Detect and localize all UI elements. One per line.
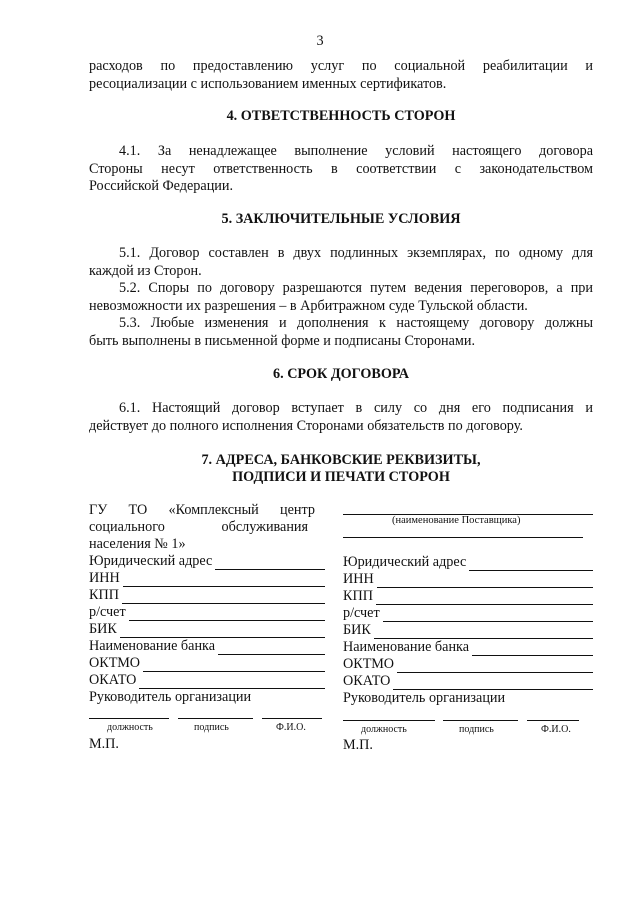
left-oktmo-field[interactable]: ОКТМО — [89, 655, 325, 672]
right-bank-name-field[interactable]: Наименование банка — [343, 639, 593, 656]
right-name-caption: Ф.И.О. — [541, 724, 571, 735]
right-signature-line[interactable] — [443, 720, 518, 721]
left-kpp-field[interactable]: КПП — [89, 587, 325, 604]
text-line: расходов по предоставлению услуг по социальной реабилитации и — [89, 58, 593, 74]
left-signature-caption: подпись — [194, 722, 229, 733]
right-inn-field[interactable]: ИНН — [343, 571, 593, 588]
text-line: действует до полного исполнения Сторонами обязательств по договору. — [89, 417, 523, 434]
right-requisites — [343, 554, 593, 707]
right-stamp-label: М.П. — [343, 737, 373, 753]
right-bik-field[interactable]: БИК — [343, 622, 593, 639]
left-name-caption: Ф.И.О. — [276, 722, 306, 733]
left-inn-field[interactable]: ИНН — [89, 570, 325, 587]
right-position-caption: должность — [361, 724, 407, 735]
section-6-body — [89, 400, 593, 435]
left-legal-address-field[interactable]: Юридический адрес — [89, 553, 325, 570]
right-legal-address-field[interactable]: Юридический адрес — [343, 554, 593, 571]
text-line: Стороны несут ответственность в соответствии с законодательством — [89, 160, 593, 177]
right-oktmo-field[interactable]: ОКТМО — [343, 656, 593, 673]
left-position-caption: должность — [107, 722, 153, 733]
right-position-line[interactable] — [343, 720, 435, 721]
left-name-line[interactable] — [262, 718, 322, 719]
left-org-line: ГУ ТО «Комплексный центр — [89, 502, 315, 518]
left-signature-line[interactable] — [178, 718, 253, 719]
right-kpp-field[interactable]: КПП — [343, 588, 593, 605]
intro-paragraph — [89, 58, 593, 93]
text-line: невозможности их разрешения – в Арбитражном суде Тульской области. — [89, 297, 528, 314]
left-bank-name-field[interactable]: Наименование банка — [89, 638, 325, 655]
left-head-label: Руководитель организации — [89, 689, 252, 705]
text-line: 4.1. За ненадлежащее выполнение условий настоящего договора — [119, 143, 593, 159]
text-line: 5.1. Договор составлен в двух подлинных экземплярах, по одному для — [119, 245, 593, 261]
section-7-title-line-2: ПОДПИСИ И ПЕЧАТИ СТОРОН — [232, 469, 450, 485]
text-line: 5.2. Споры по договору разрешаются путем ведения переговоров, а при — [119, 280, 593, 296]
supplier-name-line-2[interactable] — [343, 537, 583, 538]
left-position-line[interactable] — [89, 718, 169, 719]
right-name-line[interactable] — [527, 720, 579, 721]
text-line: Российской Федерации. — [89, 178, 234, 194]
left-org-line: населения № 1» — [89, 536, 186, 552]
text-line: 5.3. Любые изменения и дополнения к настоящему договору должны — [119, 315, 593, 331]
right-signature-caption: подпись — [459, 724, 494, 735]
section-4-body — [89, 143, 593, 196]
section-7-title-line-1: 7. АДРЕСА, БАНКОВСКИЕ РЕКВИЗИТЫ, — [201, 452, 481, 468]
page-number: 3 — [316, 33, 324, 49]
left-stamp-label: М.П. — [89, 736, 119, 752]
text-line: 6.1. Настоящий договор вступает в силу со дня его подписания и — [119, 400, 593, 416]
section-5-title: 5. ЗАКЛЮЧИТЕЛЬНЫЕ УСЛОВИЯ — [221, 211, 461, 227]
left-account-field[interactable]: р/счет — [89, 604, 325, 621]
left-okato-field[interactable]: ОКАТО — [89, 672, 325, 689]
left-requisites — [89, 502, 325, 706]
text-line: быть выполнены в письменной форме и подписаны Сторонами. — [89, 332, 476, 349]
text-line: каждой из Сторон. — [89, 262, 202, 279]
section-5-body — [89, 245, 593, 350]
right-account-field[interactable]: р/счет — [343, 605, 593, 622]
right-okato-field[interactable]: ОКАТО — [343, 673, 593, 690]
supplier-name-caption: (наименование Поставщика) — [392, 515, 521, 526]
section-4-title: 4. ОТВЕТСТВЕННОСТЬ СТОРОН — [226, 108, 456, 124]
right-head-label: Руководитель организации — [343, 690, 506, 706]
section-6-title: 6. СРОК ДОГОВОРА — [273, 366, 409, 382]
left-bik-field[interactable]: БИК — [89, 621, 325, 638]
left-org-line: социального обслуживания — [89, 519, 309, 535]
text-line: ресоциализации с использованием именных сертификатов. — [89, 75, 447, 92]
